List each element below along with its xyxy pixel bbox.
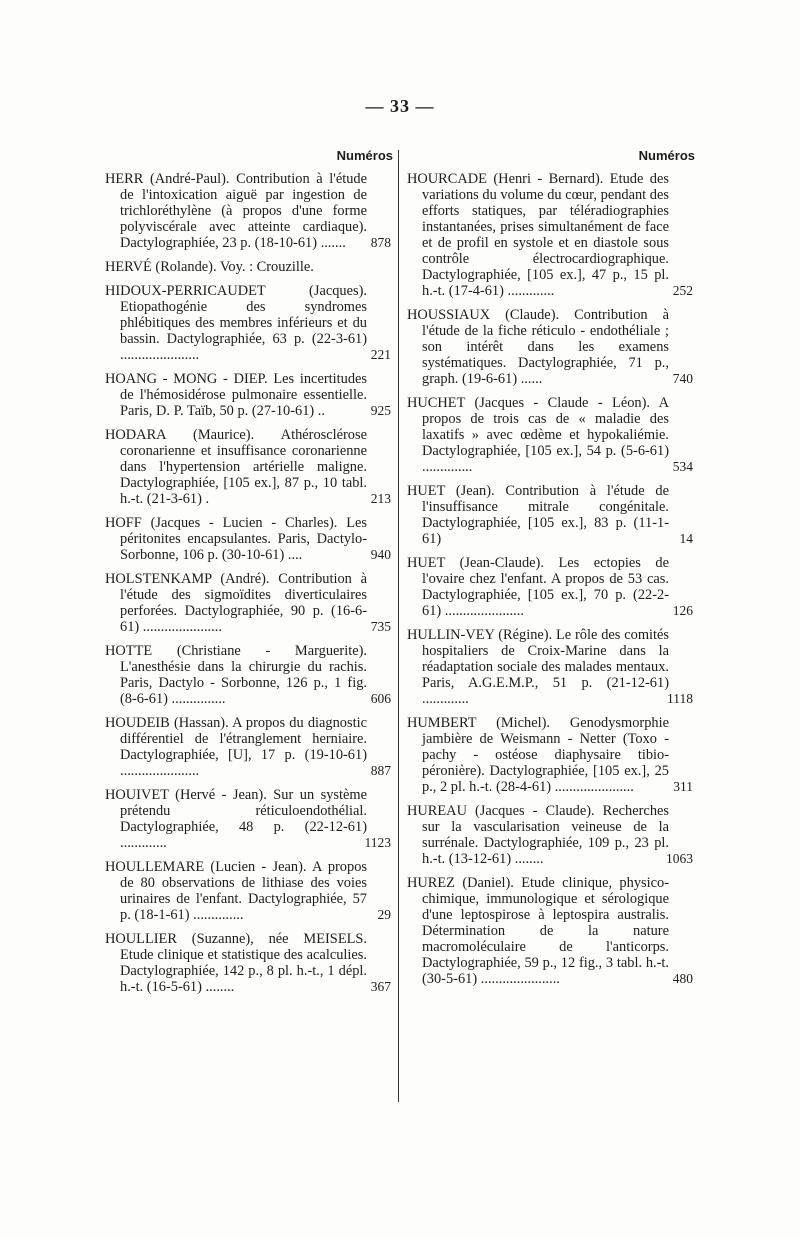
left-column-heading: Numéros	[336, 148, 393, 163]
bibliography-entry	[105, 371, 391, 419]
entry-text: HOUIVET (Hervé - Jean). Sur un système prétendu réticuloendothélial. Dactylographiée, 48 p. (22-12-61) .............	[105, 787, 367, 851]
bibliography-entry	[105, 283, 391, 363]
entry-text: HUCHET (Jacques - Claude - Léon). A propos de trois cas de « maladie des laxatifs » avec œdème et hypokaliémie. Dactylographiée, [105 ex.], 54 p. (5-6-61) ..............	[407, 395, 669, 475]
entry-text: HIDOUX-PERRICAUDET (Jacques). Etiopathogénie des syndromes phlébitiques des membres inférieurs et du bassin. Dactylographiée, 63 p. (22-3-61) ......................	[105, 283, 367, 363]
entry-text: HOURCADE (Henri - Bernard). Etude des variations du volume du cœur, pendant des efforts statiques, par téléradiographies instantanées, prises simultanément de face et de profil en systole et en diastole sous contrôle électrocardiographique. Dactylographiée, [105 ex.], 47 p., 15 pl. h.-t. (17-4-61) .............	[407, 171, 669, 299]
entry-number: 1063	[666, 851, 693, 866]
bibliography-entry	[407, 483, 693, 547]
entry-text: HODARA (Maurice). Athérosclérose coronarienne et insuffisance coronarienne dans l'hypertension artérielle maligne. Dactylographiée, [105 ex.], 87 p., 10 tabl. h.-t. (21-3-61) .	[105, 427, 367, 507]
entry-number: 14	[679, 531, 693, 546]
entry-number: 311	[673, 779, 693, 794]
bibliography-entry	[105, 643, 391, 707]
bibliography-entry	[407, 715, 693, 795]
entry-number: 126	[672, 603, 693, 618]
bibliography-entry	[407, 307, 693, 387]
bibliography-entry	[105, 787, 391, 851]
bibliography-entry	[105, 859, 391, 923]
entry-number: 367	[370, 979, 391, 994]
entry-text: HUMBERT (Michel). Genodysmorphie jambière de Weismann - Netter (Toxo - pachy - ostéose diaphysaire tibio-péronière). Dactylographiée, [105 ex.], 25 p., 2 pl. h.-t. (28-4-61) ......................	[407, 715, 669, 795]
right-column-heading: Numéros	[638, 148, 695, 163]
entry-text: HOLSTENKAMP (André). Contribution à l'étude des sigmoïdites diverticulaires perforées. Dactylographiée, 90 p. (16-6-61) ......................	[105, 571, 367, 635]
entry-text: HULLIN-VEY (Régine). Le rôle des comités hospitaliers de Croix-Marine dans la réadaptation sociale des malades mentaux. Paris, A.G.E.M.P., 51 p. (21-12-61) .............	[407, 627, 669, 707]
entry-text: HUET (Jean). Contribution à l'étude de l'insuffisance mitrale congénitale. Dactylographiée, [105 ex.], 83 p. (11-1-61)	[407, 483, 669, 547]
entry-text: HOFF (Jacques - Lucien - Charles). Les péritonites encapsulantes. Paris, Dactylo-Sorbonne, 106 p. (30-10-61) ....	[105, 515, 367, 563]
entry-number: 29	[377, 907, 391, 922]
entry-number: 940	[370, 547, 391, 562]
entry-text: HUET (Jean-Claude). Les ectopies de l'ovaire chez l'enfant. A propos de 53 cas. Dactylographiée, [105 ex.], 70 p. (22-2-61) ......................	[407, 555, 669, 619]
entry-text: HOULLIER (Suzanne), née MEISELS. Etude clinique et statistique des acalculies. Dactylographiée, 142 p., 8 pl. h.-t., 1 dépl. h.-t. (16-5-61) ........	[105, 931, 367, 995]
left-column	[105, 148, 393, 1003]
bibliography-entry	[407, 875, 693, 987]
entry-number: 878	[370, 235, 391, 250]
entry-number: 213	[370, 491, 391, 506]
entry-text: HOTTE (Christiane - Marguerite). L'anesthésie dans la chirurgie du rachis. Paris, Dactylo - Sorbonne, 126 p., 1 fig. (8-6-61) ...............	[105, 643, 367, 707]
entry-text: HOANG - MONG - DIEP. Les incertitudes de l'hémosidérose pulmonaire essentielle. Paris, D. P. Taïb, 50 p. (27-10-61) ..	[105, 371, 367, 419]
entry-text: HOUSSIAUX (Claude). Contribution à l'étude de la fiche réticulo - endothéliale ; son intérêt dans les examens systématiques. Dactylographiée, 71 p., graph. (19-6-61) ......	[407, 307, 669, 387]
entry-number: 480	[672, 971, 693, 986]
entry-number: 887	[370, 763, 391, 778]
entry-number: 1123	[364, 835, 391, 850]
entry-text: HUREZ (Daniel). Etude clinique, physico-chimique, immunologique et sérologique d'une leptospirose à leptospira australis. Détermination de la nature macromoléculaire de l'anticorps. Dactylographiée, 59 p., 12 fig., 3 tabl. h.-t. (30-5-61) ......................	[407, 875, 669, 987]
bibliography-entry	[105, 715, 391, 779]
entry-text: HERVÉ (Rolande). Voy. : Crouzille.	[105, 259, 314, 275]
entry-number: 735	[370, 619, 391, 634]
right-column	[407, 148, 695, 995]
bibliography-entry	[105, 171, 391, 251]
bibliography-entry	[407, 171, 693, 299]
bibliography-entry	[407, 555, 693, 619]
entry-number: 925	[370, 403, 391, 418]
entry-number: 606	[370, 691, 391, 706]
right-entry-list	[407, 171, 693, 987]
left-entry-list	[105, 171, 391, 995]
entry-text: HUREAU (Jacques - Claude). Recherches sur la vascularisation veineuse de la surrénale. Dactylographiée, 109 p., 23 pl. h.-t. (13-12-61) ........	[407, 803, 669, 867]
bibliography-entry	[105, 427, 391, 507]
page-number: — 33 —	[365, 96, 435, 116]
bibliography-entry	[407, 803, 693, 867]
bibliography-entry	[105, 931, 391, 995]
entry-text: HERR (André-Paul). Contribution à l'étude de l'intoxication aiguë par ingestion de trichloréthylène (à propos d'une forme polyviscérale avec atteinte cardiaque). Dactylographiée, 23 p. (18-10-61) .......	[105, 171, 367, 251]
entry-number: 252	[672, 283, 693, 298]
bibliography-entry	[105, 259, 367, 275]
entry-number: 534	[672, 459, 693, 474]
entry-text: HOULLEMARE (Lucien - Jean). A propos de 80 observations de lithiase des voies urinaires de l'enfant. Dactylographiée, 57 p. (18-1-61) ..............	[105, 859, 367, 923]
entry-number: 740	[672, 371, 693, 386]
bibliography-entry	[407, 395, 693, 475]
bibliography-entry	[407, 627, 693, 707]
bibliography-entry	[105, 571, 391, 635]
entry-number: 1118	[667, 691, 693, 706]
entry-number: 221	[370, 347, 391, 362]
bibliography-entry	[105, 515, 391, 563]
column-divider	[398, 150, 399, 1102]
entry-text: HOUDEIB (Hassan). A propos du diagnostic différentiel de l'étranglement herniaire. Dactylographiée, [U], 17 p. (19-10-61) ......................	[105, 715, 367, 779]
